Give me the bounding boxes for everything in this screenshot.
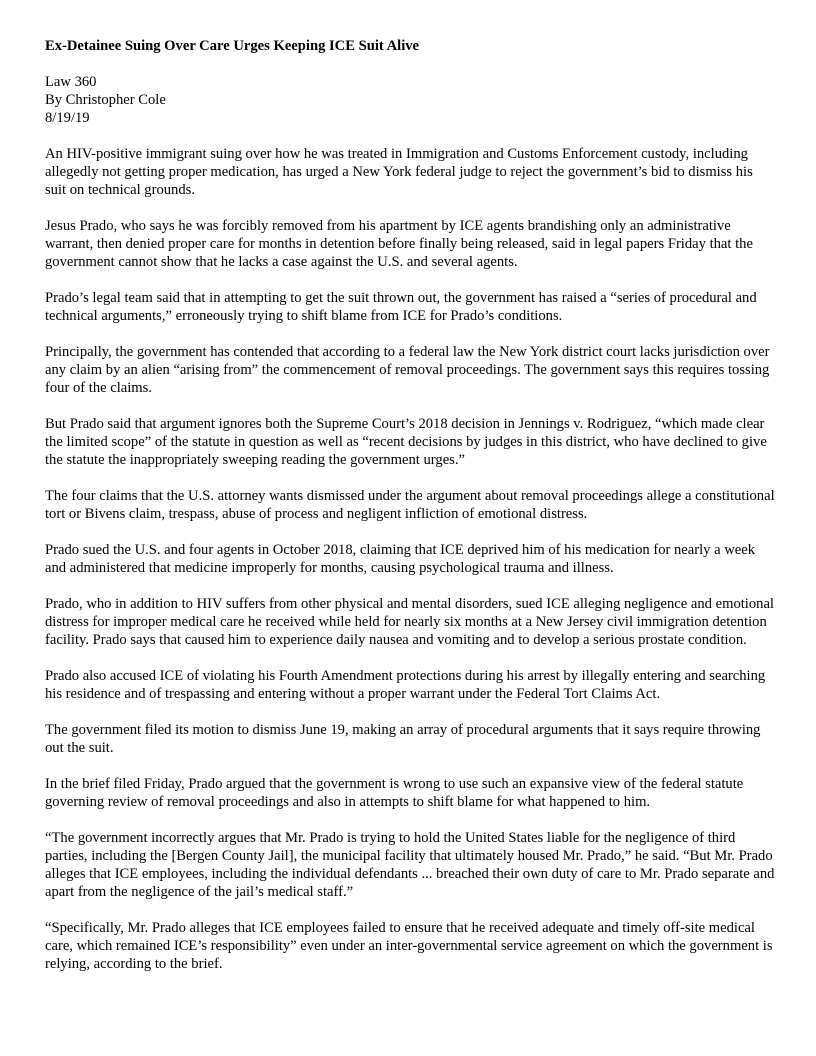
document-page	[45, 37, 775, 991]
publish-date: 8/19/19	[45, 110, 90, 126]
paragraph-10: The government filed its motion to dismiss June 19, making an array of procedural arguments that it says require throwing out the suit.	[45, 722, 761, 756]
article-meta	[45, 73, 775, 127]
paragraph-2: Jesus Prado, who says he was forcibly removed from his apartment by ICE agents brandishing only an administrative warrant, then denied proper care for months in detention before finally being released, said in legal papers Friday that the government cannot show that he lacks a case against the U.S. and several agents.	[45, 218, 753, 270]
paragraph-12: “The government incorrectly argues that Mr. Prado is trying to hold the United States liable for the negligence of third parties, including the [Bergen County Jail], the municipal facility that ultimately housed Mr. Prado,” he said. “But Mr. Prado alleges that ICE employees, including the individual defendants ... breached their own duty of care to Mr. Prado separate and apart from the negligence of the jail’s medical staff.”	[45, 830, 775, 900]
paragraph-7: Prado sued the U.S. and four agents in October 2018, claiming that ICE deprived him of his medication for nearly a week and administered that medicine improperly for months, causing psychological trauma and illness.	[45, 542, 756, 576]
paragraph-5: But Prado said that argument ignores both the Supreme Court’s 2018 decision in Jennings v. Rodriguez, “which made clear the limited scope” of the statute in question as well as “recent decisions by judges in this district, who have declined to give the statute the inappropriately sweeping reading the government urges.”	[45, 416, 767, 468]
paragraph-8: Prado, who in addition to HIV suffers from other physical and mental disorders, sued ICE alleging negligence and emotional distress for improper medical care he received while held for nearly six months at a New Jersey civil immigration detention facility. Prado says that caused him to experience daily nausea and vomiting and to develop a serious prostate condition.	[45, 596, 774, 648]
paragraph-13: “Specifically, Mr. Prado alleges that ICE employees failed to ensure that he received adequate and timely off-site medical care, which remained ICE’s responsibility” even under an inter-governmental service agreement on which the government is relying, according to the brief.	[45, 920, 773, 972]
publication-name: Law 360	[45, 74, 97, 90]
paragraph-4: Principally, the government has contended that according to a federal law the New York district court lacks jurisdiction over any claim by an alien “arising from” the commencement of removal proceedings. The government says this requires tossing four of the claims.	[45, 344, 770, 396]
article-title: Ex-Detainee Suing Over Care Urges Keeping ICE Suit Alive	[45, 38, 420, 54]
paragraph-6: The four claims that the U.S. attorney wants dismissed under the argument about removal proceedings allege a constitutional tort or Bivens claim, trespass, abuse of process and negligent infliction of emotional distress.	[45, 488, 775, 522]
paragraph-9: Prado also accused ICE of violating his Fourth Amendment protections during his arrest by illegally entering and searching his residence and of trespassing and entering without a proper warrant under the Federal Tort Claims Act.	[45, 668, 766, 702]
paragraph-11: In the brief filed Friday, Prado argued that the government is wrong to use such an expansive view of the federal statute governing review of removal proceedings and also in attempts to shift blame for what happened to him.	[45, 776, 744, 810]
paragraph-1: An HIV-positive immigrant suing over how he was treated in Immigration and Customs Enforcement custody, including allegedly not getting proper medication, has urged a New York federal judge to reject the government’s bid to dismiss his suit on technical grounds.	[45, 146, 753, 198]
paragraph-3: Prado’s legal team said that in attempting to get the suit thrown out, the government has raised a “series of procedural and technical arguments,” erroneously trying to shift blame from ICE for Prado’s conditions.	[45, 290, 757, 324]
byline: By Christopher Cole	[45, 92, 166, 108]
